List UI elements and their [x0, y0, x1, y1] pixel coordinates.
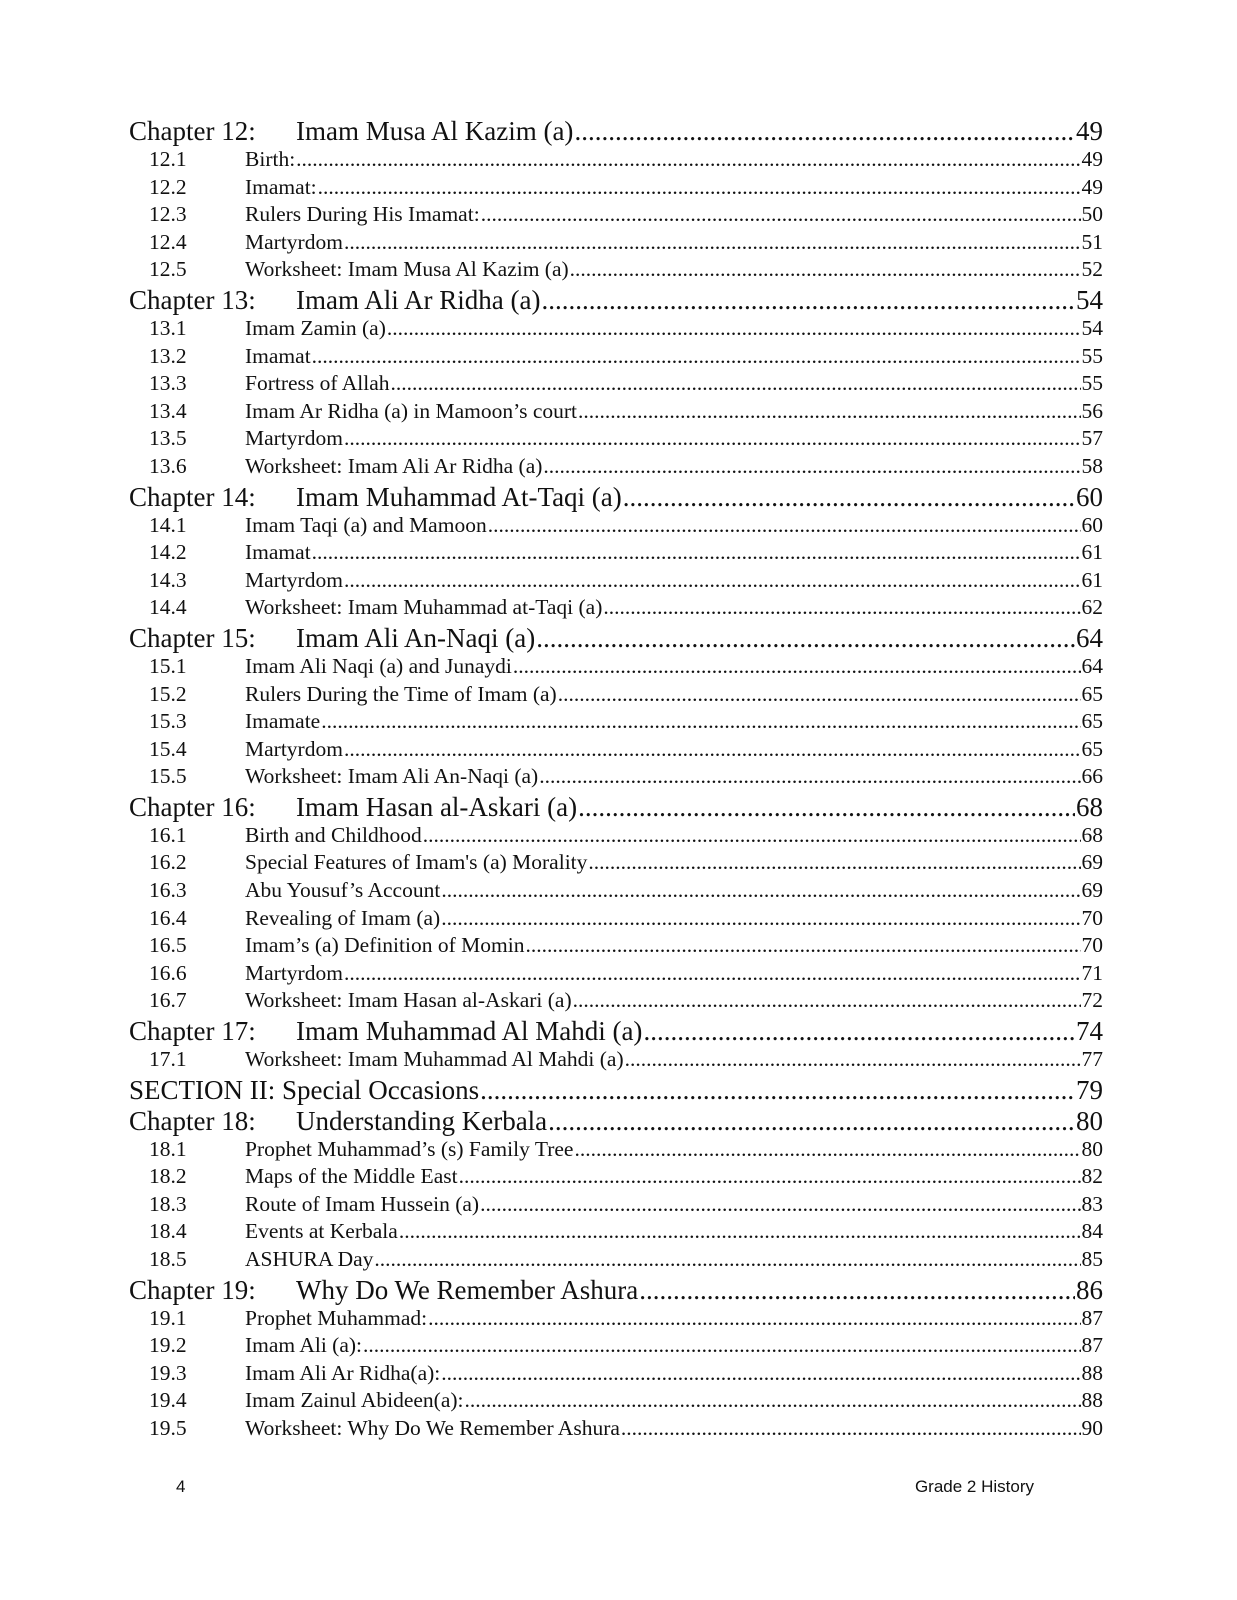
toc-entry-page: 60: [1081, 512, 1103, 537]
toc-entry-number: Chapter 18:: [129, 1105, 256, 1136]
dot-leader: [541, 285, 1075, 316]
toc-entry-number: 17.1: [149, 1047, 187, 1072]
toc-entry-title: Imam’s (a) Definition of Momin: [245, 933, 525, 958]
toc-entry-title: Imam Zainul Abideen(a):: [245, 1388, 464, 1413]
toc-entry-page: 62: [1081, 595, 1103, 620]
dot-leader: [374, 1247, 1080, 1272]
toc-entry-number: Chapter 12:: [129, 116, 256, 146]
toc-entry-number: 15.4: [149, 736, 187, 761]
dot-leader: [578, 399, 1081, 424]
toc-entry-title: Events at Kerbala: [245, 1219, 398, 1244]
toc-section-entry[interactable]: [129, 1192, 1103, 1220]
toc-entry-title: Maps of the Middle East: [245, 1164, 458, 1189]
toc-entry-page: 49: [1076, 116, 1103, 146]
toc-entry-title: Martyrdom: [245, 736, 343, 761]
toc-entry-number: 13.2: [149, 343, 187, 368]
toc-entry-title: Imam Ali An-Naqi (a): [296, 622, 536, 653]
toc-entry-number: 16.1: [149, 822, 187, 847]
toc-entry-page: 70: [1081, 905, 1103, 930]
toc-entry-number: 12.1: [149, 147, 187, 171]
dot-leader: [543, 454, 1080, 479]
dot-leader: [525, 933, 1080, 958]
dot-leader: [578, 792, 1075, 823]
dot-leader: [399, 1219, 1081, 1244]
toc-entry-title: Imam Ali Naqi (a) and Junaydi: [245, 653, 512, 678]
dot-leader: [344, 230, 1081, 255]
toc-entry-page: 86: [1076, 1274, 1103, 1305]
toc-entry-number: 19.5: [149, 1415, 187, 1440]
toc-section-entry[interactable]: [129, 850, 1103, 878]
toc-entry-page: 69: [1081, 850, 1103, 875]
toc-entry-page: 65: [1081, 736, 1103, 761]
dot-leader: [387, 316, 1081, 341]
toc-entry-number: 12.2: [149, 174, 187, 199]
toc-section-entry[interactable]: [129, 1333, 1103, 1361]
toc-entry-number: 12.5: [149, 257, 187, 282]
toc-entry-title: Worksheet: Imam Muhammad at-Taqi (a): [245, 595, 603, 620]
toc-entry-page: 61: [1081, 540, 1103, 565]
toc-chapter-entry[interactable]: [129, 792, 1103, 823]
toc-entry-number: 18.1: [149, 1136, 187, 1161]
toc-chapter-entry[interactable]: [129, 1016, 1103, 1047]
toc-entry-number: 16.6: [149, 960, 187, 985]
toc-section-entry[interactable]: [129, 961, 1103, 989]
toc-entry-title: Imamat: [245, 343, 311, 368]
toc-entry-number: 16.3: [149, 878, 187, 903]
toc-entry-page: 88: [1081, 1388, 1103, 1413]
dot-leader: [488, 513, 1081, 538]
toc-entry-number: 12.4: [149, 229, 187, 254]
dot-leader: [625, 1047, 1081, 1072]
toc-entry-page: 84: [1081, 1219, 1103, 1244]
toc-entry-number: Chapter 17:: [129, 1016, 256, 1047]
toc-entry-page: 77: [1081, 1047, 1103, 1072]
table-of-contents: [129, 116, 1103, 1444]
toc-entry-number: 16.4: [149, 905, 187, 930]
toc-entry-title: Imam Ar Ridha (a) in Mamoon’s court: [245, 398, 577, 423]
toc-section-entry[interactable]: [129, 823, 1103, 851]
toc-section-entry[interactable]: [129, 230, 1103, 258]
toc-entry-page: 49: [1081, 147, 1103, 171]
dot-leader: [441, 878, 1080, 903]
toc-entry-title: Rulers During the Time of Imam (a): [245, 681, 557, 706]
toc-entry-number: 13.4: [149, 398, 187, 423]
toc-section-entry[interactable]: [129, 1247, 1103, 1275]
toc-entry-title: Imamate: [245, 709, 321, 734]
toc-entry-number: 15.2: [149, 681, 187, 706]
toc-section-entry[interactable]: [129, 568, 1103, 596]
dot-leader: [574, 116, 1075, 147]
dot-leader: [574, 1137, 1080, 1162]
toc-entry-number: 16.5: [149, 933, 187, 958]
toc-section-entry[interactable]: [129, 1306, 1103, 1334]
toc-entry-title: Imam Ali Ar Ridha(a):: [245, 1360, 441, 1385]
toc-entry-page: 69: [1081, 878, 1103, 903]
toc-entry-page: 61: [1081, 567, 1103, 592]
toc-section-entry[interactable]: [129, 1164, 1103, 1192]
dot-leader: [539, 764, 1080, 789]
toc-entry-page: 51: [1081, 229, 1103, 254]
toc-entry-title: Worksheet: Why Do We Remember Ashura: [245, 1415, 620, 1440]
toc-section-entry[interactable]: [129, 1361, 1103, 1389]
toc-entry-page: 79: [1076, 1074, 1103, 1105]
toc-section-entry[interactable]: [129, 654, 1103, 682]
toc-entry-page: 82: [1081, 1164, 1103, 1189]
dot-leader: [321, 709, 1080, 734]
toc-entry-title: Route of Imam Hussein (a): [245, 1191, 480, 1216]
dot-leader: [513, 654, 1081, 679]
toc-entry-page: 68: [1076, 791, 1103, 822]
toc-section-entry[interactable]: [129, 1047, 1103, 1075]
toc-entry-title: Why Do We Remember Ashura: [296, 1274, 639, 1305]
toc-entry-title: Prophet Muhammad’s (s) Family Tree: [245, 1136, 574, 1161]
toc-entry-page: 88: [1081, 1360, 1103, 1385]
toc-entry-title: Fortress of Allah: [245, 371, 390, 396]
toc-entry-page: 68: [1081, 822, 1103, 847]
toc-entry-number: Chapter 16:: [129, 791, 256, 822]
toc-entry-page: 70: [1081, 933, 1103, 958]
toc-entry-page: 54: [1081, 315, 1103, 340]
toc-entry-page: 87: [1081, 1333, 1103, 1358]
toc-entry-number: Chapter 14:: [129, 481, 256, 512]
toc-entry-page: 65: [1081, 709, 1103, 734]
toc-section-entry[interactable]: [129, 399, 1103, 427]
toc-entry-number: 13.6: [149, 453, 187, 478]
toc-entry-page: 54: [1076, 284, 1103, 315]
dot-leader: [548, 1106, 1075, 1137]
toc-entry-number: 15.5: [149, 764, 187, 789]
toc-section-entry[interactable]: [129, 175, 1103, 203]
toc-entry-title: Imam Zamin (a): [245, 315, 386, 340]
toc-section-entry[interactable]: [129, 988, 1103, 1016]
toc-entry-title: Revealing of Imam (a): [245, 905, 441, 930]
toc-entry-number: 14.1: [149, 512, 187, 537]
toc-entry-title: Worksheet: Imam Muhammad Al Mahdi (a): [245, 1047, 624, 1072]
toc-section-entry[interactable]: [129, 344, 1103, 372]
toc-entry-number: 14.3: [149, 567, 187, 592]
dot-leader: [423, 823, 1081, 848]
toc-entry-title: Imamat: [245, 540, 311, 565]
toc-entry-title: Imam Hasan al-Askari (a): [296, 791, 578, 822]
toc-entry-page: 50: [1081, 202, 1103, 227]
toc-entry-title: Imam Musa Al Kazim (a): [296, 116, 574, 146]
toc-chapter-entry[interactable]: [129, 1106, 1103, 1137]
toc-entry-page: 52: [1081, 257, 1103, 282]
toc-entry-page: 60: [1076, 481, 1103, 512]
dot-leader: [391, 371, 1081, 396]
toc-entry-page: 87: [1081, 1305, 1103, 1330]
dot-leader: [481, 202, 1081, 227]
toc-entry-title: Imam Ali (a):: [245, 1333, 363, 1358]
toc-section-entry[interactable]: [129, 709, 1103, 737]
toc-entry-page: 80: [1081, 1136, 1103, 1161]
dot-leader: [603, 595, 1080, 620]
toc-entry-number: 13.1: [149, 315, 187, 340]
toc-entry-page: 55: [1081, 343, 1103, 368]
toc-section-entry[interactable]: [129, 595, 1103, 623]
toc-entry-title: Prophet Muhammad:: [245, 1305, 428, 1330]
toc-entry-title: Imam Muhammad Al Mahdi (a): [296, 1016, 643, 1047]
dot-leader: [480, 1192, 1080, 1217]
toc-entry-number: 14.4: [149, 595, 187, 620]
dot-leader: [639, 1275, 1075, 1306]
toc-section-entry[interactable]: [129, 1388, 1103, 1416]
toc-entry-number: 15.1: [149, 653, 187, 678]
dot-leader: [573, 988, 1081, 1013]
dot-leader: [465, 1388, 1081, 1413]
toc-entry-page: 66: [1081, 764, 1103, 789]
dot-leader: [558, 682, 1081, 707]
toc-entry-number: 13.3: [149, 371, 187, 396]
toc-section-entry[interactable]: [129, 371, 1103, 399]
dot-leader: [441, 906, 1080, 931]
toc-entry-title: Imam Ali Ar Ridha (a): [296, 284, 541, 315]
toc-entry-title: Imamat:: [245, 174, 317, 199]
toc-chapter-entry[interactable]: [129, 482, 1103, 513]
dot-leader: [480, 1075, 1075, 1106]
dot-leader: [344, 426, 1081, 451]
toc-chapter-entry[interactable]: [129, 285, 1103, 316]
toc-section-entry[interactable]: [129, 764, 1103, 792]
toc-entry-title: Martyrdom: [245, 229, 343, 254]
dot-leader: [441, 1361, 1080, 1386]
toc-entry-page: 49: [1081, 174, 1103, 199]
toc-entry-number: 19.4: [149, 1388, 187, 1413]
toc-entry-number: 12.3: [149, 202, 187, 227]
toc-chapter-entry[interactable]: [129, 623, 1103, 654]
toc-entry-page: 55: [1081, 371, 1103, 396]
toc-section-entry[interactable]: [129, 737, 1103, 765]
toc-entry-number: 18.5: [149, 1247, 187, 1271]
toc-entry-title: Imam Taqi (a) and Mamoon: [245, 512, 487, 537]
toc-entry-page: 90: [1081, 1415, 1103, 1440]
dot-leader: [312, 344, 1081, 369]
toc-entry-title: Rulers During His Imamat:: [245, 202, 480, 227]
dot-leader: [318, 175, 1081, 200]
dot-leader: [344, 737, 1081, 762]
dot-leader: [344, 568, 1081, 593]
toc-section-entry[interactable]: [129, 906, 1103, 934]
toc-entry-page: 71: [1081, 960, 1103, 985]
toc-section-entry[interactable]: [129, 1219, 1103, 1247]
toc-entry-number: 13.5: [149, 426, 187, 451]
dot-leader: [363, 1333, 1080, 1358]
toc-section-entry[interactable]: [129, 454, 1103, 482]
toc-entry-title: Birth:: [245, 147, 296, 171]
toc-section-entry[interactable]: [129, 540, 1103, 568]
toc-section-entry[interactable]: [129, 147, 1103, 175]
toc-entry-page: 72: [1081, 988, 1103, 1013]
toc-section-entry[interactable]: [129, 257, 1103, 285]
dot-leader: [428, 1306, 1080, 1331]
dot-leader: [588, 850, 1080, 875]
toc-entry-page: 80: [1076, 1105, 1103, 1136]
toc-section-entry[interactable]: [129, 202, 1103, 230]
toc-entry-title: Birth and Childhood: [245, 822, 422, 847]
toc-entry-title: Worksheet: Imam Hasan al-Askari (a): [245, 988, 572, 1013]
toc-section-entry[interactable]: [129, 316, 1103, 344]
dot-leader: [570, 257, 1081, 282]
toc-entry-page: 64: [1076, 622, 1103, 653]
toc-chapter-entry[interactable]: [129, 116, 1103, 147]
toc-entry-title: Martyrdom: [245, 567, 343, 592]
footer-page-number: 4: [176, 1477, 186, 1496]
toc-entry-number: 16.7: [149, 988, 187, 1013]
dot-leader: [623, 482, 1075, 513]
toc-entry-number: 18.4: [149, 1219, 187, 1244]
toc-entry-page: 64: [1081, 653, 1103, 678]
toc-entry-page: 85: [1081, 1247, 1103, 1271]
toc-entry-title: ASHURA Day: [245, 1247, 374, 1271]
toc-entry-page: 56: [1081, 398, 1103, 423]
toc-section-entry[interactable]: [129, 1137, 1103, 1165]
toc-entry-number: 19.3: [149, 1360, 187, 1385]
toc-entry-page: 74: [1076, 1016, 1103, 1047]
toc-entry-number: Chapter 15:: [129, 622, 256, 653]
toc-entry-page: 57: [1081, 426, 1103, 451]
toc-entry-number: 18.2: [149, 1164, 187, 1189]
toc-section-entry[interactable]: [129, 933, 1103, 961]
dot-leader: [459, 1164, 1081, 1189]
dot-leader: [296, 147, 1080, 172]
toc-chapter-entry[interactable]: [129, 1275, 1103, 1306]
dot-leader: [621, 1416, 1081, 1441]
toc-entry-number: 14.2: [149, 540, 187, 565]
toc-entry-number: 16.2: [149, 850, 187, 875]
toc-entry-number: Chapter 13:: [129, 284, 256, 315]
toc-part-entry[interactable]: [129, 1075, 1103, 1106]
dot-leader: [536, 623, 1075, 654]
toc-entry-page: 83: [1081, 1191, 1103, 1216]
toc-entry-number: 19.1: [149, 1305, 187, 1330]
toc-entry-title: Worksheet: Imam Ali Ar Ridha (a): [245, 453, 543, 478]
toc-entry-title: SECTION II: Special Occasions: [129, 1074, 480, 1105]
toc-entry-title: Martyrdom: [245, 960, 343, 985]
toc-section-entry[interactable]: [129, 878, 1103, 906]
toc-section-entry[interactable]: [129, 513, 1103, 541]
toc-entry-title: Worksheet: Imam Ali An-Naqi (a): [245, 764, 539, 789]
toc-entry-title: Abu Yousuf’s Account: [245, 878, 441, 903]
toc-section-entry[interactable]: [129, 426, 1103, 454]
toc-entry-title: Martyrdom: [245, 426, 343, 451]
toc-entry-title: Understanding Kerbala: [296, 1105, 548, 1136]
dot-leader: [643, 1016, 1075, 1047]
toc-entry-title: Special Features of Imam's (a) Morality: [245, 850, 588, 875]
footer-book-title: Grade 2 History: [914, 1477, 1034, 1496]
dot-leader: [344, 961, 1081, 986]
toc-entry-page: 65: [1081, 681, 1103, 706]
dot-leader: [312, 540, 1081, 565]
toc-entry-title: Imam Muhammad At-Taqi (a): [296, 481, 622, 512]
toc-section-entry[interactable]: [129, 682, 1103, 710]
toc-entry-title: Worksheet: Imam Musa Al Kazim (a): [245, 257, 569, 282]
toc-section-entry[interactable]: [129, 1416, 1103, 1444]
toc-entry-number: 19.2: [149, 1333, 187, 1358]
toc-entry-number: 18.3: [149, 1191, 187, 1216]
toc-entry-number: 15.3: [149, 709, 187, 734]
toc-entry-page: 58: [1081, 453, 1103, 478]
toc-entry-number: Chapter 19:: [129, 1274, 256, 1305]
